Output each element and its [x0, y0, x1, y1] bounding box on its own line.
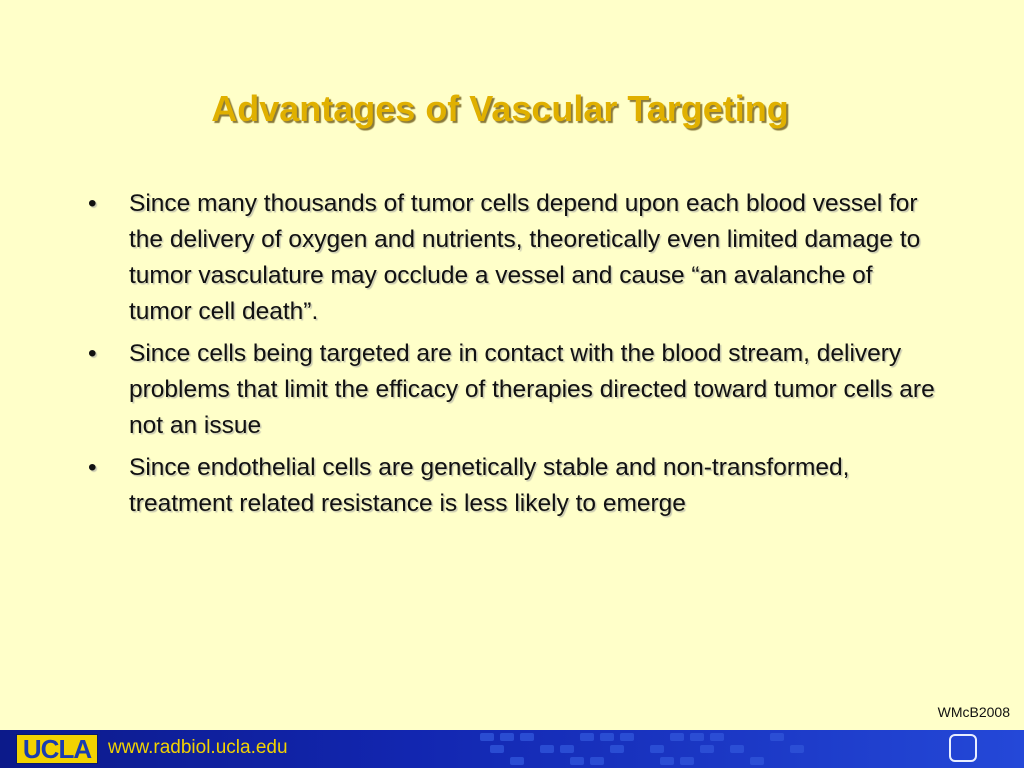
rounded-square-icon[interactable]	[949, 734, 977, 762]
bullet-text: Since endothelial cells are genetically stable and non-transformed, treatment related resistance is less likely to emerge	[129, 454, 850, 517]
footer-bar	[0, 730, 1024, 768]
slide-title: Advantages of Vascular Targeting	[211, 88, 789, 129]
bullet-text: Since cells being targeted are in contact with the blood stream, delivery problems that limit the efficacy of therapies directed toward tumor cells are not an issue	[129, 340, 935, 439]
ucla-logo	[16, 734, 98, 764]
bullet-item	[88, 186, 938, 330]
bullet-item	[88, 336, 938, 444]
footer-decoration	[470, 730, 830, 768]
bullet-dot: •	[88, 190, 97, 217]
author-credit: WMcB2008	[937, 704, 1010, 720]
bullet-list	[88, 186, 938, 528]
bullet-item	[88, 450, 938, 522]
bullet-dot: •	[88, 454, 97, 481]
ucla-logo-text: UCLA	[22, 734, 92, 764]
bullet-dot: •	[88, 340, 97, 367]
footer-url-link[interactable]: www.radbiol.ucla.edu	[108, 737, 288, 758]
bullet-text: Since many thousands of tumor cells depend upon each blood vessel for the delivery of oxygen and nutrients, theoretically even limited damage to tumor vasculature may occlude a vessel and cause “an avalanche of tumor cell death”.	[129, 190, 921, 325]
